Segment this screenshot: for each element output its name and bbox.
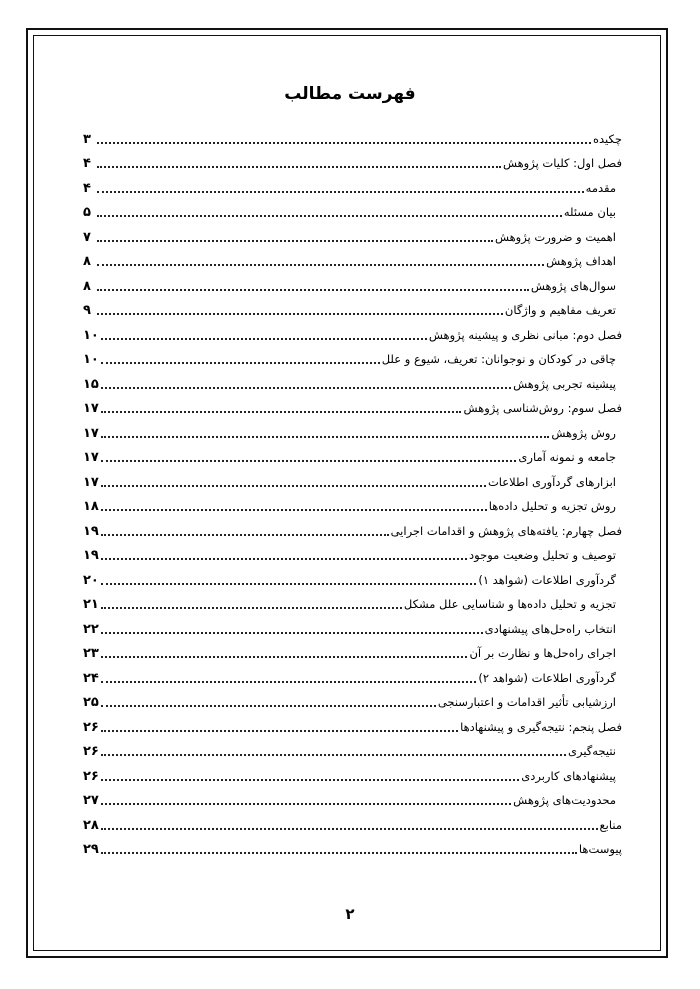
toc-entry-page: ۲۵ (83, 695, 99, 710)
toc-entry (83, 122, 622, 147)
toc-entry-page: ۲۱ (83, 597, 99, 612)
toc-dot-leader (101, 828, 598, 830)
toc-entry-title: ابزارهای گردآوری اطلاعات (487, 474, 616, 489)
toc-entry-page: ۲۷ (83, 793, 99, 808)
toc-entry-page: ۱۰ (83, 352, 99, 367)
toc-dot-leader (101, 338, 427, 340)
toc-entry (83, 245, 622, 270)
toc-entry-title: پیوست‌ها (578, 842, 622, 856)
toc-entry-title: ارزشیابی تأثیر اقدامات و اعتبارسنجی (437, 695, 616, 709)
toc-entry-page: ۱۷ (83, 450, 99, 465)
toc-entry-page: ۸ (83, 278, 91, 294)
toc-entry-title: گردآوری اطلاعات (شواهد ۲) (478, 670, 616, 685)
toc-entry (83, 833, 622, 858)
toc-dot-leader (97, 166, 501, 168)
toc-dot-leader (101, 632, 483, 634)
toc-heading: فهرست مطالب (284, 84, 416, 104)
toc-dot-leader (101, 583, 476, 585)
toc-entry-title: گردآوری اطلاعات (شواهد ۱) (478, 572, 616, 587)
toc-entry (83, 661, 622, 686)
toc-dot-leader (97, 142, 591, 144)
toc-entry-page: ۳ (83, 131, 91, 147)
toc-entry (83, 343, 622, 368)
toc-entry-title: محدودیت‌های پژوهش (513, 793, 616, 807)
toc-dot-leader (101, 607, 402, 609)
toc-entry-page: ۲۳ (83, 646, 99, 661)
toc-entry-page: ۵ (83, 205, 91, 220)
toc-dot-leader (101, 730, 458, 732)
toc-dot-leader (101, 558, 467, 560)
toc-entry-page: ۱۷ (83, 401, 99, 416)
toc-entry-page: ۱۷ (83, 474, 99, 490)
toc-dot-leader (101, 803, 511, 805)
toc-entry-page: ۲۰ (83, 572, 99, 588)
toc-entry-title: توصیف و تحلیل وضعیت موجود (469, 548, 616, 562)
toc-dot-leader (97, 264, 544, 266)
toc-entry-title: چکیده (593, 131, 622, 146)
toc-entry (83, 539, 622, 564)
toc-entry-title: فصل چهارم: یافته‌های پژوهش و اقدامات اجرایی (390, 523, 622, 538)
toc-entry-page: ۴ (83, 180, 91, 196)
toc-entry-page: ۹ (83, 303, 91, 318)
toc-entry-page: ۱۹ (83, 548, 99, 563)
toc-entry-page: ۲۴ (83, 670, 99, 686)
toc-entry (83, 784, 622, 809)
toc-entry (83, 294, 622, 319)
toc-entry-page: ۴ (83, 156, 91, 171)
toc-entry-title: انتخاب راه‌حل‌های پیشنهادی (484, 621, 616, 636)
toc-dot-leader (97, 215, 562, 217)
toc-entry-page: ۱۷ (83, 425, 99, 441)
toc-dot-leader (97, 191, 584, 193)
toc-dot-leader (101, 681, 476, 683)
toc-dot-leader (101, 460, 517, 462)
toc-dot-leader (97, 289, 529, 291)
toc-entry-title: مقدمه (585, 180, 616, 195)
toc-entry-title: چاقی در کودکان و نوجوانان: تعریف، شیوع و علل (381, 352, 616, 366)
page-number: ۲ (345, 905, 355, 923)
toc-entry-title: سوال‌های پژوهش (530, 278, 616, 293)
toc-entry (83, 441, 622, 466)
toc-entry (83, 147, 622, 172)
toc-entry (83, 269, 622, 294)
toc-entry (83, 318, 622, 343)
toc-dot-leader (97, 313, 503, 315)
toc-entry-page: ۲۶ (83, 744, 99, 759)
toc-dot-leader (101, 411, 462, 413)
toc-entry-title: نتیجه‌گیری (567, 744, 616, 758)
toc-entry (83, 171, 622, 196)
toc-entry (83, 612, 622, 637)
toc-entry (83, 220, 622, 245)
toc-entry (83, 392, 622, 417)
toc-entry-page: ۱۸ (83, 499, 99, 514)
toc-dot-leader (101, 754, 566, 756)
toc-entry-page: ۱۹ (83, 523, 99, 539)
toc-entry-title: اهمیت و ضرورت پژوهش (494, 229, 616, 244)
toc-entry-title: تجزیه و تحلیل داده‌ها و شناسایی علل مشکل (403, 597, 616, 611)
toc-entry-title: اجرای راه‌حل‌ها و نظارت بر آن (469, 646, 616, 660)
toc-entry-title: بیان مسئله (563, 205, 616, 219)
toc-entry (83, 367, 622, 392)
toc-dot-leader (101, 387, 511, 389)
toc-entry-page: ۱۰ (83, 327, 99, 343)
toc-entry-page: ۱۵ (83, 376, 99, 392)
toc-dot-leader (101, 362, 380, 364)
toc-dot-leader (101, 485, 486, 487)
toc-dot-leader (97, 240, 493, 242)
toc-entry (83, 465, 622, 490)
toc-entry-page: ۲۸ (83, 817, 99, 833)
toc-entry-page: ۲۶ (83, 768, 99, 784)
toc-entry (83, 490, 622, 515)
toc-dot-leader (101, 779, 519, 781)
toc-entry-title: جامعه و نمونه آماری (518, 450, 616, 464)
toc-entry-title: فصل پنجم: نتیجه‌گیری و پیشنهادها (460, 719, 622, 734)
toc-entry-title: منابع (599, 817, 622, 832)
toc-dot-leader (101, 852, 577, 854)
toc-entry-title: روش تجزیه و تحلیل داده‌ها (488, 499, 616, 513)
toc-entry-title: اهداف پژوهش (546, 254, 616, 268)
toc-entry (83, 588, 622, 613)
toc-entry-page: ۲۶ (83, 719, 99, 735)
table-of-contents (83, 122, 622, 857)
toc-entry (83, 637, 622, 662)
toc-entry-title: فصل سوم: روش‌شناسی پژوهش (463, 401, 622, 415)
toc-entry-page: ۸ (83, 254, 91, 269)
toc-entry (83, 196, 622, 221)
toc-entry-page: ۲۹ (83, 842, 99, 857)
toc-entry-title: فصل دوم: مبانی نظری و پیشینه پژوهش (428, 327, 622, 342)
toc-entry-page: ۲۲ (83, 621, 99, 637)
toc-entry-title: پیشنهادهای کاربردی (521, 768, 616, 783)
toc-entry (83, 735, 622, 760)
toc-entry (83, 808, 622, 833)
toc-entry (83, 759, 622, 784)
toc-entry-page: ۷ (83, 229, 91, 245)
toc-entry (83, 686, 622, 711)
toc-dot-leader (101, 509, 487, 511)
toc-entry-title: تعریف مفاهیم و واژگان (504, 303, 616, 317)
toc-entry (83, 416, 622, 441)
toc-dot-leader (101, 705, 436, 707)
toc-entry-title: فصل اول: کلیات پژوهش (502, 156, 622, 170)
toc-entry-title: پیشینه تجربی پژوهش (513, 376, 616, 391)
toc-entry (83, 514, 622, 539)
toc-dot-leader (101, 534, 389, 536)
toc-entry (83, 710, 622, 735)
toc-dot-leader (101, 656, 468, 658)
toc-entry (83, 563, 622, 588)
toc-entry-title: روش پژوهش (551, 425, 616, 440)
toc-dot-leader (101, 436, 549, 438)
